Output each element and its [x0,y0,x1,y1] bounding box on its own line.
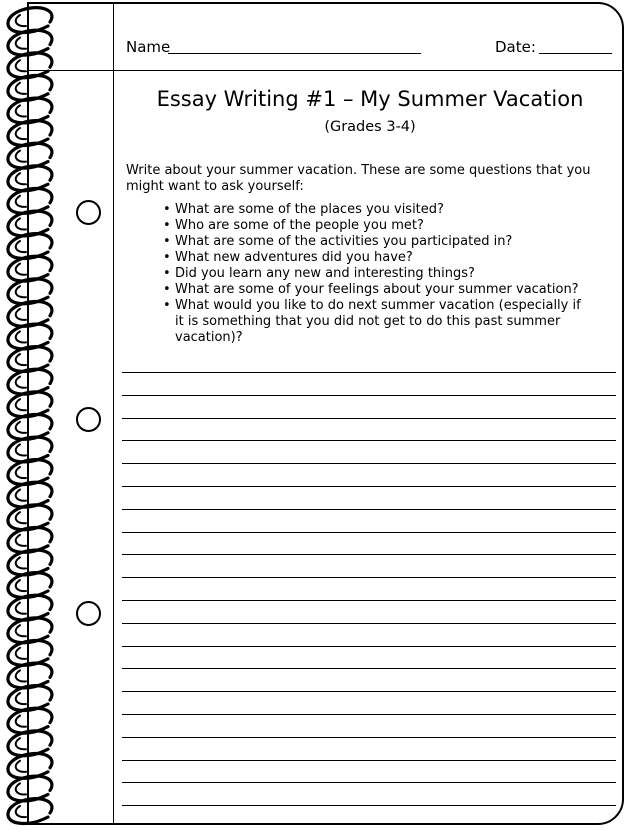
spiral-coil [8,279,52,304]
binder-hole-top [76,200,101,225]
spiral-coil-inner [16,603,26,614]
spiral-coil [8,505,52,530]
spiral-coil [8,731,52,756]
instructions: Write about your summer vacation. These are some questions that you might want to ask yourself: [126,163,591,194]
spiral-coil-inner [16,422,26,433]
spiral-coil [8,121,52,146]
spiral-coil-inner [16,83,26,94]
spiral-coil-inner [16,625,26,636]
spiral-coil [8,414,52,439]
spiral-coil [8,527,52,552]
spiral-coil [8,256,52,281]
writing-line [122,509,616,510]
writing-line [122,554,616,555]
name-label: Name [126,38,171,56]
spiral-coil [8,369,52,394]
spiral-coil [8,301,52,326]
spiral-coil [8,663,52,688]
spiral-coil-inner [16,331,26,342]
spiral-coil-inner [16,557,26,568]
spiral-coil-inner [16,38,26,49]
spiral-coil [8,75,52,100]
spiral-coil-inner [16,467,26,478]
writing-line [122,623,616,624]
spiral-coil-inner [16,783,26,794]
binder-hole-middle [76,407,101,432]
writing-line [122,532,616,533]
spiral-coil-inner [16,309,26,320]
spiral-coil-inner [16,286,26,297]
spiral-coil-inner [16,490,26,501]
spiral-coil-inner [16,241,26,252]
spiral-coil-inner [16,128,26,139]
writing-line [122,463,616,464]
writing-line [122,418,616,419]
writing-area[interactable] [122,0,616,831]
spiral-coil [8,708,52,733]
date-label: Date: [495,38,536,56]
question-item: • Did you learn any new and interesting things? [163,266,583,282]
spiral-coil-inner [16,670,26,681]
spiral-coil-inner [16,648,26,659]
spiral-coil [8,686,52,711]
grade-level: (Grades 3-4) [324,119,416,135]
writing-line [122,577,616,578]
spiral-coil [8,640,52,665]
worksheet-title: Essay Writing #1 – My Summer Vacation [156,87,584,111]
spiral-coil [8,8,52,33]
spiral-coil-inner [16,738,26,749]
spiral-coil-inner [16,761,26,772]
spiral-coil-inner [16,806,26,817]
writing-line [122,440,616,441]
spiral-coil-inner [16,512,26,523]
spiral-coil-inner [16,399,26,410]
spiral-coil-inner [16,535,26,546]
spiral-coil [8,392,52,417]
spiral-coil-inner [16,693,26,704]
spiral-coil-inner [16,15,26,26]
spiral-coil-inner [16,218,26,229]
spiral-coil [8,143,52,168]
spiral-coil-inner [16,354,26,365]
question-item: • What are some of your feelings about your summer vacation? [163,282,583,298]
writing-line [122,691,616,692]
writing-line [122,714,616,715]
spiral-coil [8,324,52,349]
question-item: • What are some of the activities you participated in? [163,234,583,250]
spiral-coil [8,753,52,778]
writing-line [122,760,616,761]
spiral-coil [8,550,52,575]
spiral-coil [8,437,52,462]
spiral-coil [8,347,52,372]
spiral-coil-inner [16,173,26,184]
question-item: • What new adventures did you have? [163,250,583,266]
writing-line [122,646,616,647]
binder-hole-bottom [76,601,101,626]
writing-line [122,805,616,806]
spiral-coil-inner [16,377,26,388]
spiral-coil [8,211,52,236]
question-item: • Who are some of the people you met? [163,218,583,234]
spiral-coil-inner [16,444,26,455]
writing-line [122,600,616,601]
writing-line [122,782,616,783]
spiral-coil-inner [16,151,26,162]
spiral-coil-inner [16,196,26,207]
spiral-coil-inner [16,716,26,727]
spiral-coil [8,234,52,259]
writing-line [122,395,616,396]
spiral-coil-inner [16,60,26,71]
spiral-coil [8,618,52,643]
question-item: • What would you like to do next summer vacation (especially if it is something that you did not get to do this past summer vacation)? [163,298,583,346]
spiral-coil [8,460,52,485]
writing-line [122,737,616,738]
spiral-coil [8,53,52,78]
writing-line [122,668,616,669]
spiral-coil [8,482,52,507]
spiral-coil [8,30,52,55]
spiral-coil [8,166,52,191]
spiral-coil-inner [16,580,26,591]
writing-line [122,372,616,373]
spiral-binding [0,0,80,831]
writing-line [122,486,616,487]
spiral-coil [8,98,52,123]
spiral-coil [8,799,52,824]
question-item: • What are some of the places you visited? [163,202,583,218]
spiral-coil [8,573,52,598]
spiral-coil-inner [16,105,26,116]
spiral-coil [8,188,52,213]
spiral-coil-inner [16,264,26,275]
spiral-coil [8,776,52,801]
spiral-coil [8,595,52,620]
